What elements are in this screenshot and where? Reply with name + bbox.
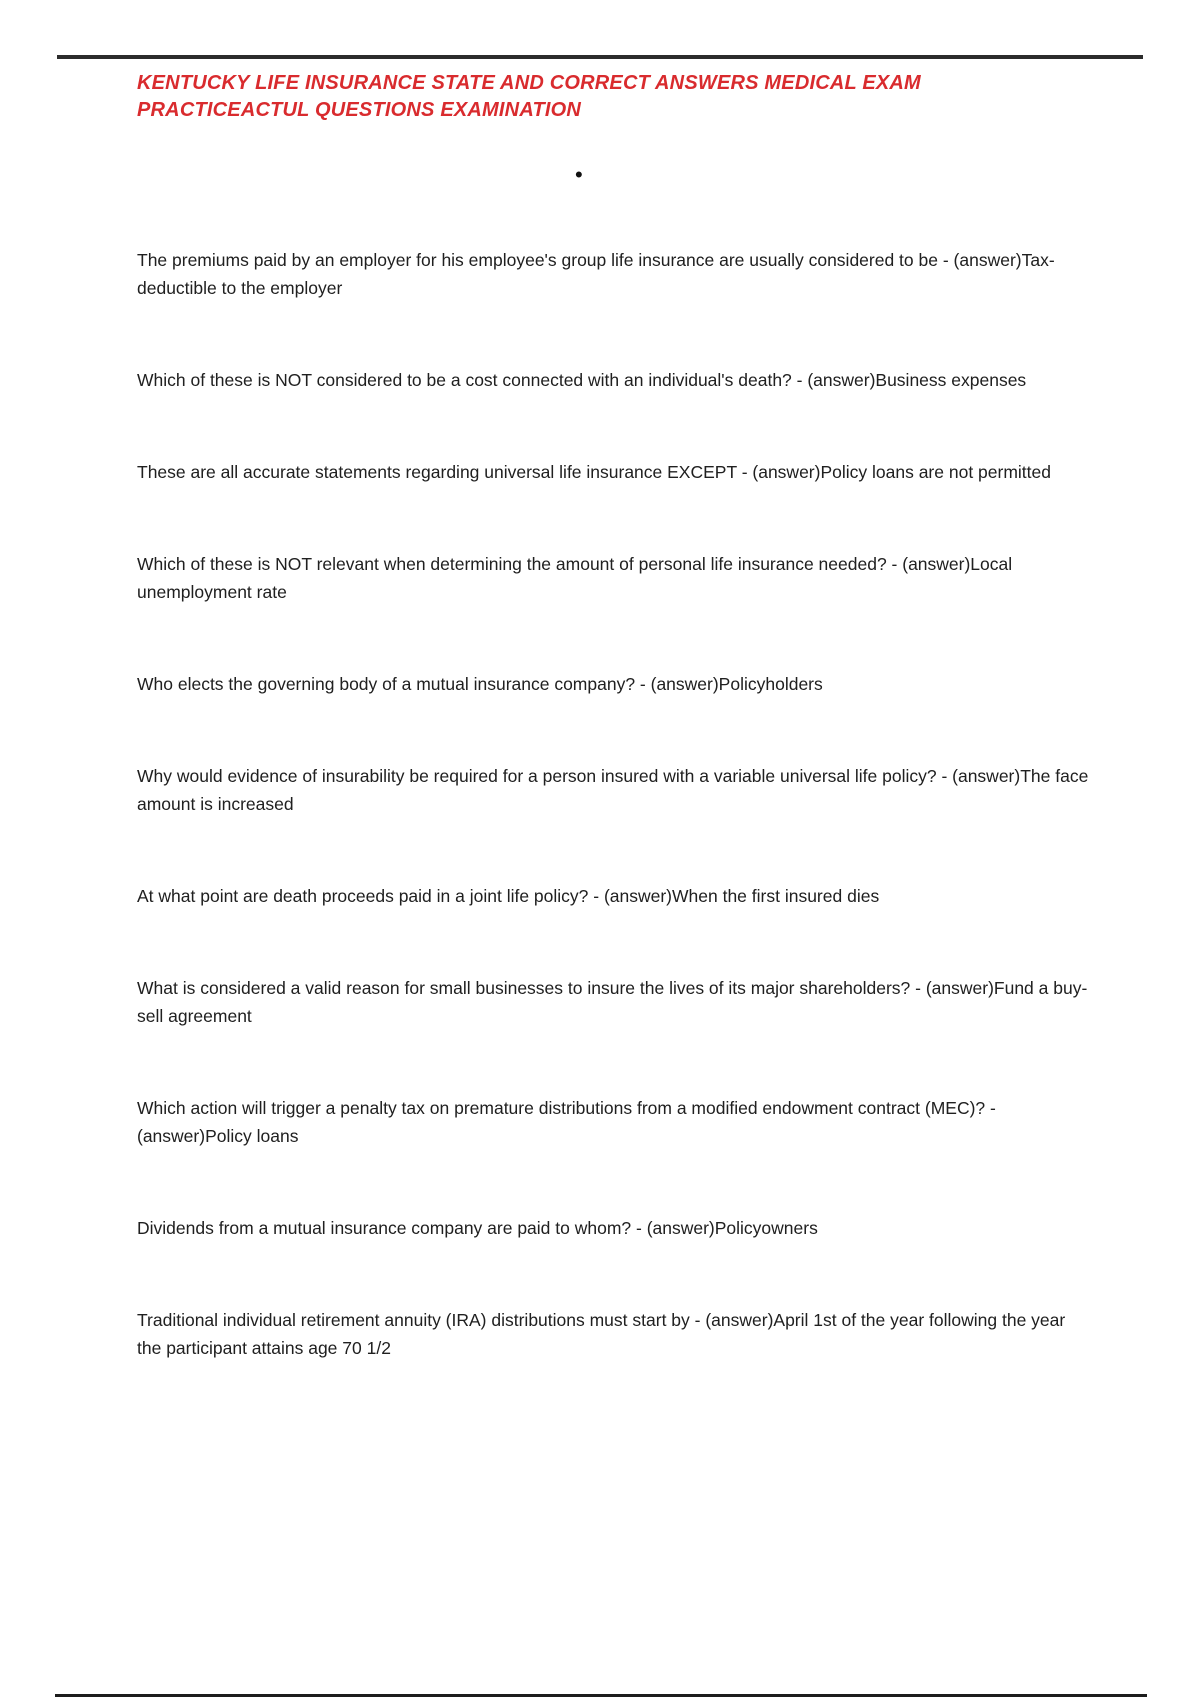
qa-item: Which of these is NOT considered to be a cost connected with an individual's death? - (answer)Business expenses [137, 370, 1027, 390]
qa-item: Dividends from a mutual insurance company are paid to whom? - (answer)Policyowners [137, 1218, 818, 1238]
qa-item: At what point are death proceeds paid in a joint life policy? - (answer)When the first insured dies [137, 886, 880, 906]
qa-item: Traditional individual retirement annuity (IRA) distributions must start by - (answer)April 1st of the year following the year the participant attains age 70 1/2 [137, 1310, 1066, 1358]
qa-item: Why would evidence of insurability be required for a person insured with a variable universal life policy? - (answer)The face amount is increased [137, 766, 1089, 814]
qa-item: What is considered a valid reason for small businesses to insure the lives of its major shareholders? - (answer)Fund a buy-sell agreement [137, 978, 1088, 1026]
qa-item: The premiums paid by an employer for his employee's group life insurance are usually considered to be - (answer)Tax-deductible to the employer [137, 250, 1055, 298]
bottom-divider [55, 1694, 1147, 1697]
qa-item: Who elects the governing body of a mutual insurance company? - (answer)Policyholders [137, 674, 823, 694]
qa-list [137, 246, 1089, 1362]
document-content [137, 0, 1089, 1426]
document-title: KENTUCKY LIFE INSURANCE STATE AND CORRECT ANSWERS MEDICAL EXAM PRACTICEACTUL QUESTIONS EXAMINATION [137, 72, 921, 121]
bullet-glyph: • [575, 162, 583, 187]
qa-item: These are all accurate statements regarding universal life insurance EXCEPT - (answer)Policy loans are not permitted [137, 462, 1051, 482]
bullet-point-row [137, 162, 1089, 188]
qa-item: Which of these is NOT relevant when determining the amount of personal life insurance needed? - (answer)Local unemployment rate [137, 554, 1013, 602]
qa-item: Which action will trigger a penalty tax on premature distributions from a modified endowment contract (MEC)? - (answer)Policy loans [137, 1098, 996, 1146]
